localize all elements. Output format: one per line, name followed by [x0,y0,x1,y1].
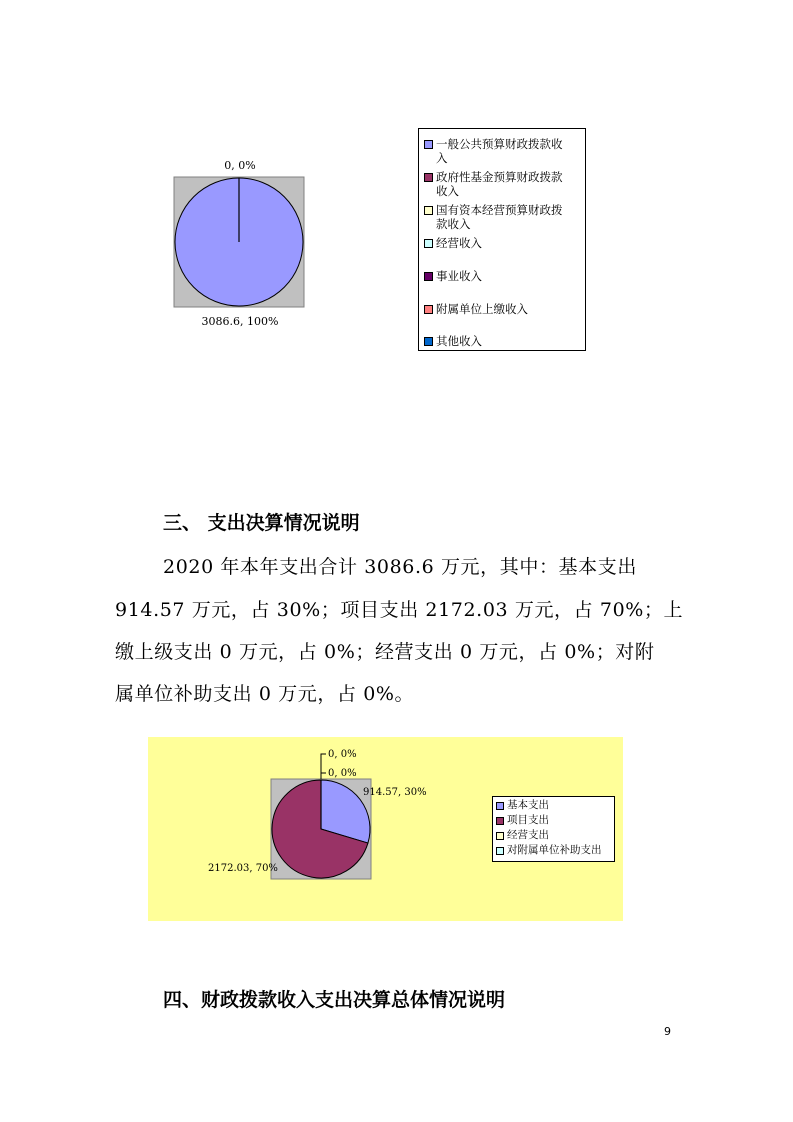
section3-paragraph-line: 属单位补助支出 0 万元，占 0%。 [115,683,415,705]
income-legend [418,128,586,351]
legend2-item [496,828,614,843]
section4-heading: 四、财政拨款收入支出决算总体情况说明 [163,989,506,1011]
legend1-swatch [424,239,433,248]
legend2-label: 基本支出 [507,799,549,811]
legend2-label: 经营支出 [507,829,549,841]
legend1-swatch [424,140,433,149]
legend1-label: 事业收入 [436,269,482,283]
legend1-item [424,334,582,348]
legend1-label: 经营收入 [436,236,482,250]
legend1-label: 政府性基金预算财政拨款 [436,170,563,184]
chart1-label-main: 3086.6, 100% [201,315,279,328]
legend1-swatch [424,305,433,314]
section3-paragraph-line: 2020 年本年支出合计 3086.6 万元，其中：基本支出 [163,556,637,578]
legend1-label-cont: 入 [436,151,448,165]
legend1-swatch [424,272,433,281]
chart2-leader-line [321,773,326,779]
legend1-label: 国有资本经营预算财政拨 [436,203,563,217]
chart2-label-zero: 0, 0% [328,749,357,760]
legend2-swatch [496,832,504,840]
legend1-label-cont: 款收入 [436,217,471,231]
legend1-label-cont: 收入 [436,184,459,198]
section3-paragraph-line: 914.57 万元，占 30%；项目支出 2172.03 万元，占 70%；上 [115,599,684,621]
legend2-swatch [496,802,504,810]
legend1-item [424,203,582,231]
legend2-swatch [496,817,504,825]
legend1-label: 附属单位上缴收入 [436,302,528,316]
page-number: 9 [664,1025,671,1038]
chart2-label-zero: 0, 0% [328,768,357,779]
income-pie-chart [170,155,310,330]
legend1-swatch [424,206,433,215]
chart1-label-zero: 0, 0% [224,159,256,172]
chart2-label-basic: 914.57, 30% [363,787,427,798]
legend1-item [424,236,582,250]
legend2-item [496,813,614,828]
chart2-label-project: 2172.03, 70% [208,863,278,874]
legend1-item [424,170,582,198]
legend1-swatch [424,337,433,346]
legend1-item [424,269,582,283]
legend1-item [424,302,582,316]
chart2-leader-line [321,754,326,779]
legend1-label: 其他收入 [436,334,482,348]
legend2-label: 项目支出 [507,814,549,826]
section3-heading: 三、 支出决算情况说明 [163,512,360,534]
legend1-label: 一般公共预算财政拨款收 [436,137,563,151]
legend2-item [496,843,614,858]
legend2-swatch [496,847,504,855]
expenditure-legend [492,796,615,862]
legend1-swatch [424,173,433,182]
legend2-label: 对附属单位补助支出 [507,844,602,856]
section3-paragraph-line: 缴上级支出 0 万元，占 0%；经营支出 0 万元，占 0%；对附 [115,641,655,663]
legend2-item [496,798,614,813]
legend1-item [424,137,582,165]
